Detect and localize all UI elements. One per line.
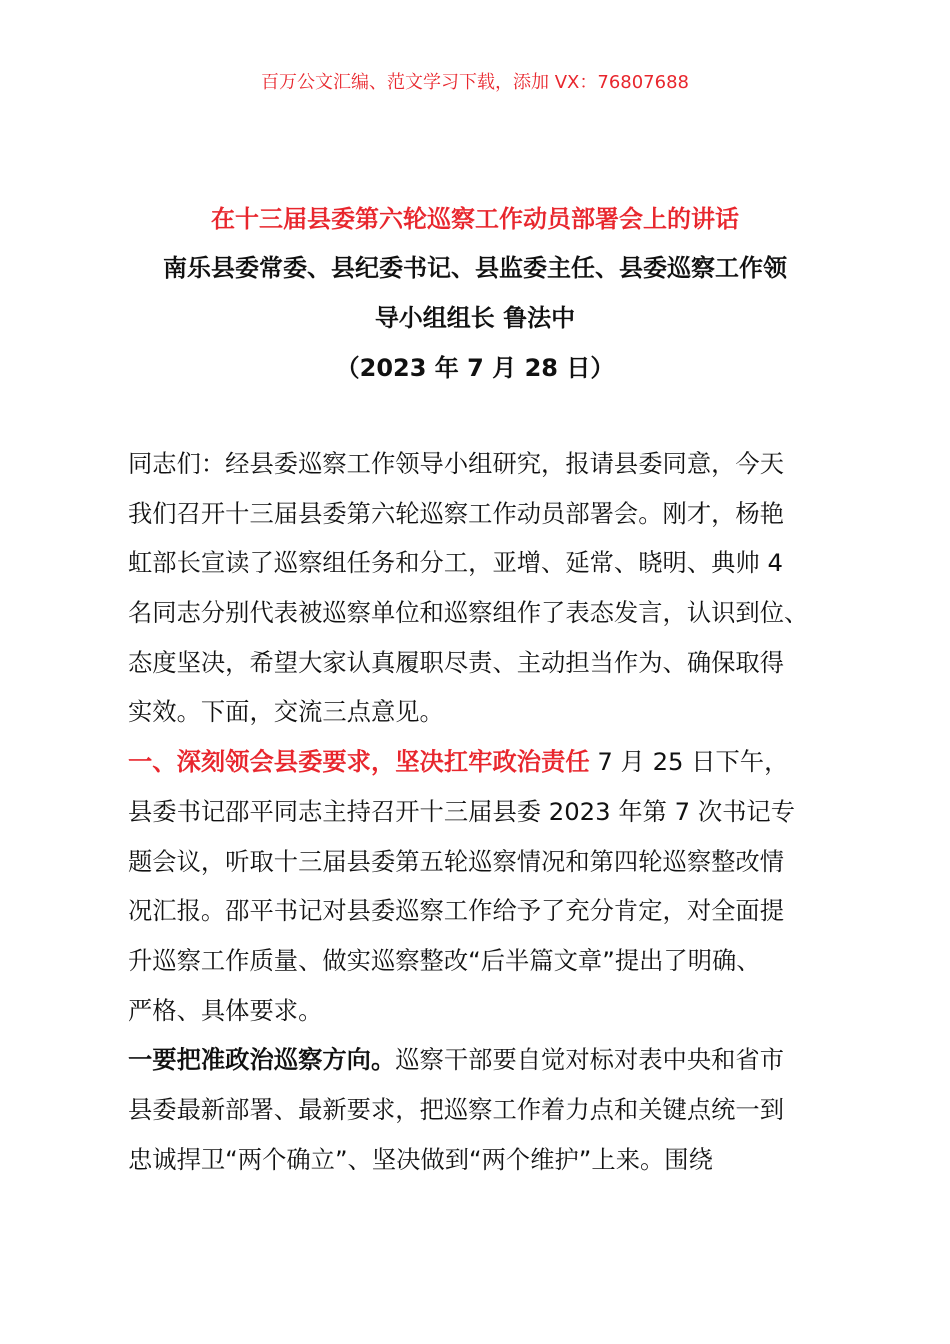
speaker-line-1: 南乐县委常委、县纪委书记、县监委主任、县委巡察工作领 — [163, 254, 787, 282]
paragraph-line: 态度坚决，希望大家认真履职尽责、主动担当作为、确保取得 — [128, 647, 785, 677]
paragraph-text: 7 月 25 日下午， — [589, 747, 789, 777]
section-heading: 一、深刻领会县委要求，坚决扛牢政治责任 — [128, 747, 590, 777]
paragraph-line: 升巡察工作质量、做实巡察整改“后半篇文章”提出了明确、 — [128, 945, 761, 975]
watermark-header: 百万公文汇编、范文学习下载，添加 VX：76807688 — [261, 72, 689, 93]
document-title: 在十三届县委第六轮巡察工作动员部署会上的讲话 — [211, 205, 739, 233]
paragraph-line: 忠诚捍卫“两个确立”、坚决做到“两个维护”上来。围绕 — [128, 1144, 713, 1174]
paragraph-line: 县委书记邵平同志主持召开十三届县委 2023 年第 7 次书记专 — [128, 796, 796, 826]
section-heading-line — [128, 744, 888, 794]
speaker-line-2: 导小组组长 鲁法中 — [374, 304, 576, 332]
paragraph-text: 巡察干部要自觉对标对表中央和省市 — [395, 1045, 785, 1075]
paragraph-line: 县委最新部署、最新要求，把巡察工作着力点和关键点统一到 — [128, 1094, 785, 1124]
paragraph-line: 严格、具体要求。 — [128, 995, 323, 1025]
paragraph-line: 虹部长宣读了巡察组任务和分工，亚增、延常、晓明、典帅 4 — [128, 548, 783, 578]
paragraph-line: 我们召开十三届县委第六轮巡察工作动员部署会。刚才，杨艳 — [128, 498, 785, 528]
paragraph-line: 名同志分别代表被巡察单位和巡察组作了表态发言，认识到位、 — [128, 598, 809, 628]
document-body — [128, 446, 888, 1191]
paragraph-line: 实效。下面，交流三点意见。 — [128, 697, 444, 727]
point-heading: 一要把准政治巡察方向。 — [128, 1045, 396, 1075]
paragraph-line: 况汇报。邵平书记对县委巡察工作给予了充分肯定，对全面提 — [128, 896, 785, 926]
paragraph-line: 题会议，听取十三届县委第五轮巡察情况和第四轮巡察整改情 — [128, 846, 785, 876]
speech-date: （2023 年 7 月 28 日） — [335, 354, 615, 382]
paragraph-line: 同志们：经县委巡察工作领导小组研究，报请县委同意，今天 — [128, 449, 785, 478]
point-heading-line — [128, 1042, 888, 1092]
